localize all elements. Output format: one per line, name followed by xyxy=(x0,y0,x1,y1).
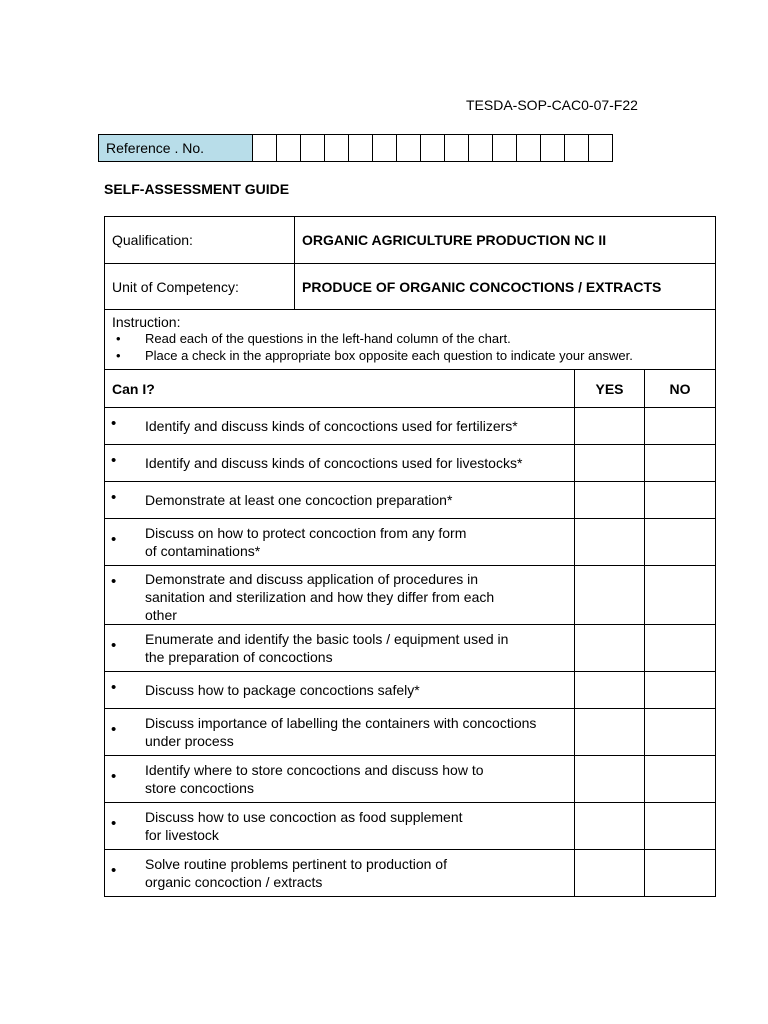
answer-no-box[interactable] xyxy=(645,672,716,709)
bullet-icon: • xyxy=(111,489,117,506)
answer-no-box[interactable] xyxy=(645,519,716,566)
answer-no-box[interactable] xyxy=(645,408,716,445)
answer-no-box[interactable] xyxy=(645,445,716,482)
qualification-value: ORGANIC AGRICULTURE PRODUCTION NC II xyxy=(295,217,716,264)
instruction-item: • Place a check in the appropriate box opposite each question to indicate your answer. xyxy=(112,347,708,364)
assessment-table xyxy=(104,216,716,897)
question-row xyxy=(105,709,716,756)
question-row xyxy=(105,566,716,625)
question-row xyxy=(105,408,716,445)
instruction-list xyxy=(112,330,708,364)
answer-yes-box[interactable] xyxy=(575,445,645,482)
question-text: Demonstrate and discuss application of procedures in xyxy=(145,571,479,587)
question-row xyxy=(105,850,716,897)
question-row xyxy=(105,672,716,709)
answer-yes-box[interactable] xyxy=(575,803,645,850)
instruction-item: • Read each of the questions in the left-hand column of the chart. xyxy=(112,330,708,347)
question-row xyxy=(105,519,716,566)
column-header-no: NO xyxy=(645,370,716,408)
column-header-question: Can I? xyxy=(105,370,575,408)
question-cell xyxy=(105,625,575,672)
question-cell xyxy=(105,408,575,445)
question-text: Enumerate and identify the basic tools / equipment used in xyxy=(145,631,509,647)
reference-number-table xyxy=(98,134,613,162)
reference-number-box[interactable] xyxy=(325,135,349,162)
bullet-icon: • xyxy=(111,768,117,785)
answer-yes-box[interactable] xyxy=(575,709,645,756)
reference-number-box[interactable] xyxy=(469,135,493,162)
reference-number-box[interactable] xyxy=(517,135,541,162)
bullet-icon: • xyxy=(111,862,117,879)
reference-number-box[interactable] xyxy=(301,135,325,162)
answer-no-box[interactable] xyxy=(645,566,716,625)
bullet-icon: • xyxy=(111,721,117,738)
reference-number-box[interactable] xyxy=(349,135,373,162)
answer-yes-box[interactable] xyxy=(575,482,645,519)
bullet-icon: • xyxy=(111,452,117,469)
bullet-icon: • xyxy=(111,531,117,548)
question-text: Solve routine problems pertinent to production of xyxy=(145,856,447,872)
answer-yes-box[interactable] xyxy=(575,519,645,566)
column-header-yes: YES xyxy=(575,370,645,408)
question-text: under process xyxy=(145,733,234,749)
qualification-row xyxy=(105,217,716,264)
question-cell xyxy=(105,850,575,897)
unit-label: Unit of Competency: xyxy=(105,264,295,310)
question-text: store concoctions xyxy=(145,780,254,796)
reference-number-box[interactable] xyxy=(445,135,469,162)
instruction-title: Instruction: xyxy=(112,314,181,330)
answer-no-box[interactable] xyxy=(645,756,716,803)
question-text: the preparation of concoctions xyxy=(145,649,333,665)
instruction-cell xyxy=(105,310,716,370)
question-cell xyxy=(105,756,575,803)
question-row xyxy=(105,756,716,803)
reference-number-box[interactable] xyxy=(493,135,517,162)
guide-title: SELF-ASSESSMENT GUIDE xyxy=(104,181,290,197)
answer-yes-box[interactable] xyxy=(575,672,645,709)
reference-number-label: Reference . No. xyxy=(99,135,253,162)
reference-number-box[interactable] xyxy=(373,135,397,162)
answer-yes-box[interactable] xyxy=(575,756,645,803)
question-cell xyxy=(105,803,575,850)
question-text: Discuss how to package concoctions safely* xyxy=(145,682,420,698)
question-text: Discuss how to use concoction as food supplement xyxy=(145,809,463,825)
reference-number-box[interactable] xyxy=(421,135,445,162)
question-text: Identify and discuss kinds of concoctions used for fertilizers* xyxy=(145,418,518,434)
answer-yes-box[interactable] xyxy=(575,408,645,445)
reference-number-box[interactable] xyxy=(397,135,421,162)
bullet-icon: • xyxy=(111,573,117,590)
reference-number-box[interactable] xyxy=(277,135,301,162)
unit-row xyxy=(105,264,716,310)
answer-yes-box[interactable] xyxy=(575,566,645,625)
answer-no-box[interactable] xyxy=(645,850,716,897)
bullet-icon: • xyxy=(111,415,117,432)
instruction-row xyxy=(105,310,716,370)
question-cell xyxy=(105,519,575,566)
header-row xyxy=(105,370,716,408)
question-cell xyxy=(105,445,575,482)
reference-number-box[interactable] xyxy=(541,135,565,162)
question-cell xyxy=(105,709,575,756)
reference-number-box[interactable] xyxy=(565,135,589,162)
question-row xyxy=(105,803,716,850)
question-text: of contaminations* xyxy=(145,543,261,559)
question-row xyxy=(105,445,716,482)
unit-value: PRODUCE OF ORGANIC CONCOCTIONS / EXTRACTS xyxy=(295,264,716,310)
question-cell xyxy=(105,672,575,709)
answer-no-box[interactable] xyxy=(645,625,716,672)
question-text: Demonstrate at least one concoction preparation* xyxy=(145,492,453,508)
question-text: other xyxy=(145,607,177,623)
question-text: Discuss importance of labelling the containers with concoctions xyxy=(145,715,537,731)
question-text: Identify where to store concoctions and discuss how to xyxy=(145,762,484,778)
reference-number-box[interactable] xyxy=(253,135,277,162)
qualification-label: Qualification: xyxy=(105,217,295,264)
bullet-icon: • xyxy=(111,815,117,832)
answer-no-box[interactable] xyxy=(645,709,716,756)
question-row xyxy=(105,482,716,519)
reference-number-box[interactable] xyxy=(589,135,613,162)
answer-yes-box[interactable] xyxy=(575,850,645,897)
document-code: TESDA-SOP-CAC0-07-F22 xyxy=(466,97,638,113)
answer-yes-box[interactable] xyxy=(575,625,645,672)
answer-no-box[interactable] xyxy=(645,803,716,850)
question-cell xyxy=(105,566,575,625)
question-cell xyxy=(105,482,575,519)
bullet-icon: • xyxy=(111,637,117,654)
question-text: Discuss on how to protect concoction from any form xyxy=(145,525,467,541)
question-row xyxy=(105,625,716,672)
question-text: sanitation and sterilization and how they differ from each xyxy=(145,589,495,605)
answer-no-box[interactable] xyxy=(645,482,716,519)
question-text: organic concoction / extracts xyxy=(145,874,323,890)
question-text: for livestock xyxy=(145,827,219,843)
question-text: Identify and discuss kinds of concoctions used for livestocks* xyxy=(145,455,523,471)
bullet-icon: • xyxy=(111,679,117,696)
